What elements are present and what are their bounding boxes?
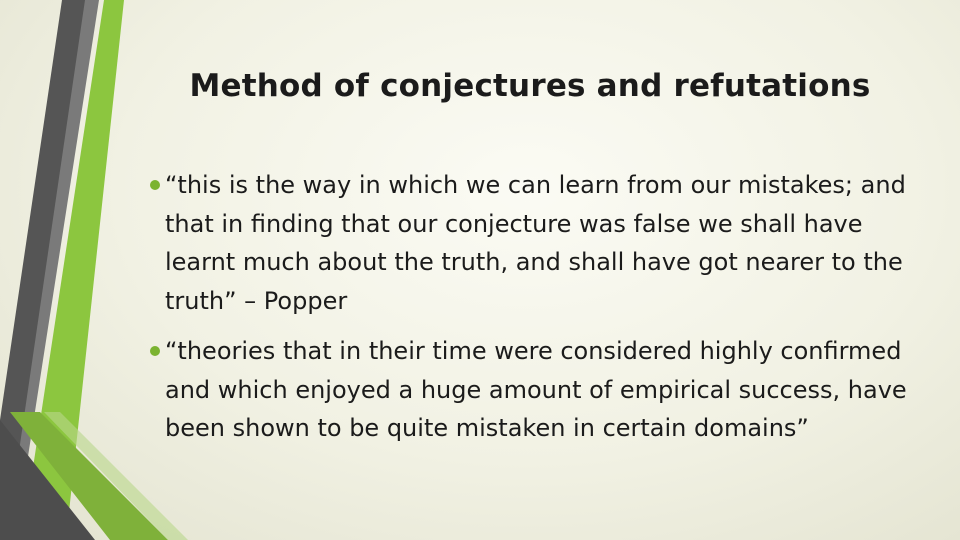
bullet-dot-icon [150, 346, 160, 356]
bullet-text: “theories that in their time were considered highly confirmed and which enjoyed a huge amount of empirical success, have been shown to be quite mistaken in certain domains” [165, 337, 907, 442]
bullet-item-popper-quote [150, 166, 940, 320]
bullet-dot-icon [150, 180, 160, 190]
slide-title: Method of conjectures and refutations [189, 68, 871, 104]
bullet-item-theories-quote [150, 332, 940, 448]
bullet-text: “this is the way in which we can learn from our mistakes; and that in finding that our conjecture was false we shall have learnt much about the truth, and shall have got nearer to the truth” – Popper [165, 171, 906, 315]
bullet-list [150, 166, 940, 460]
